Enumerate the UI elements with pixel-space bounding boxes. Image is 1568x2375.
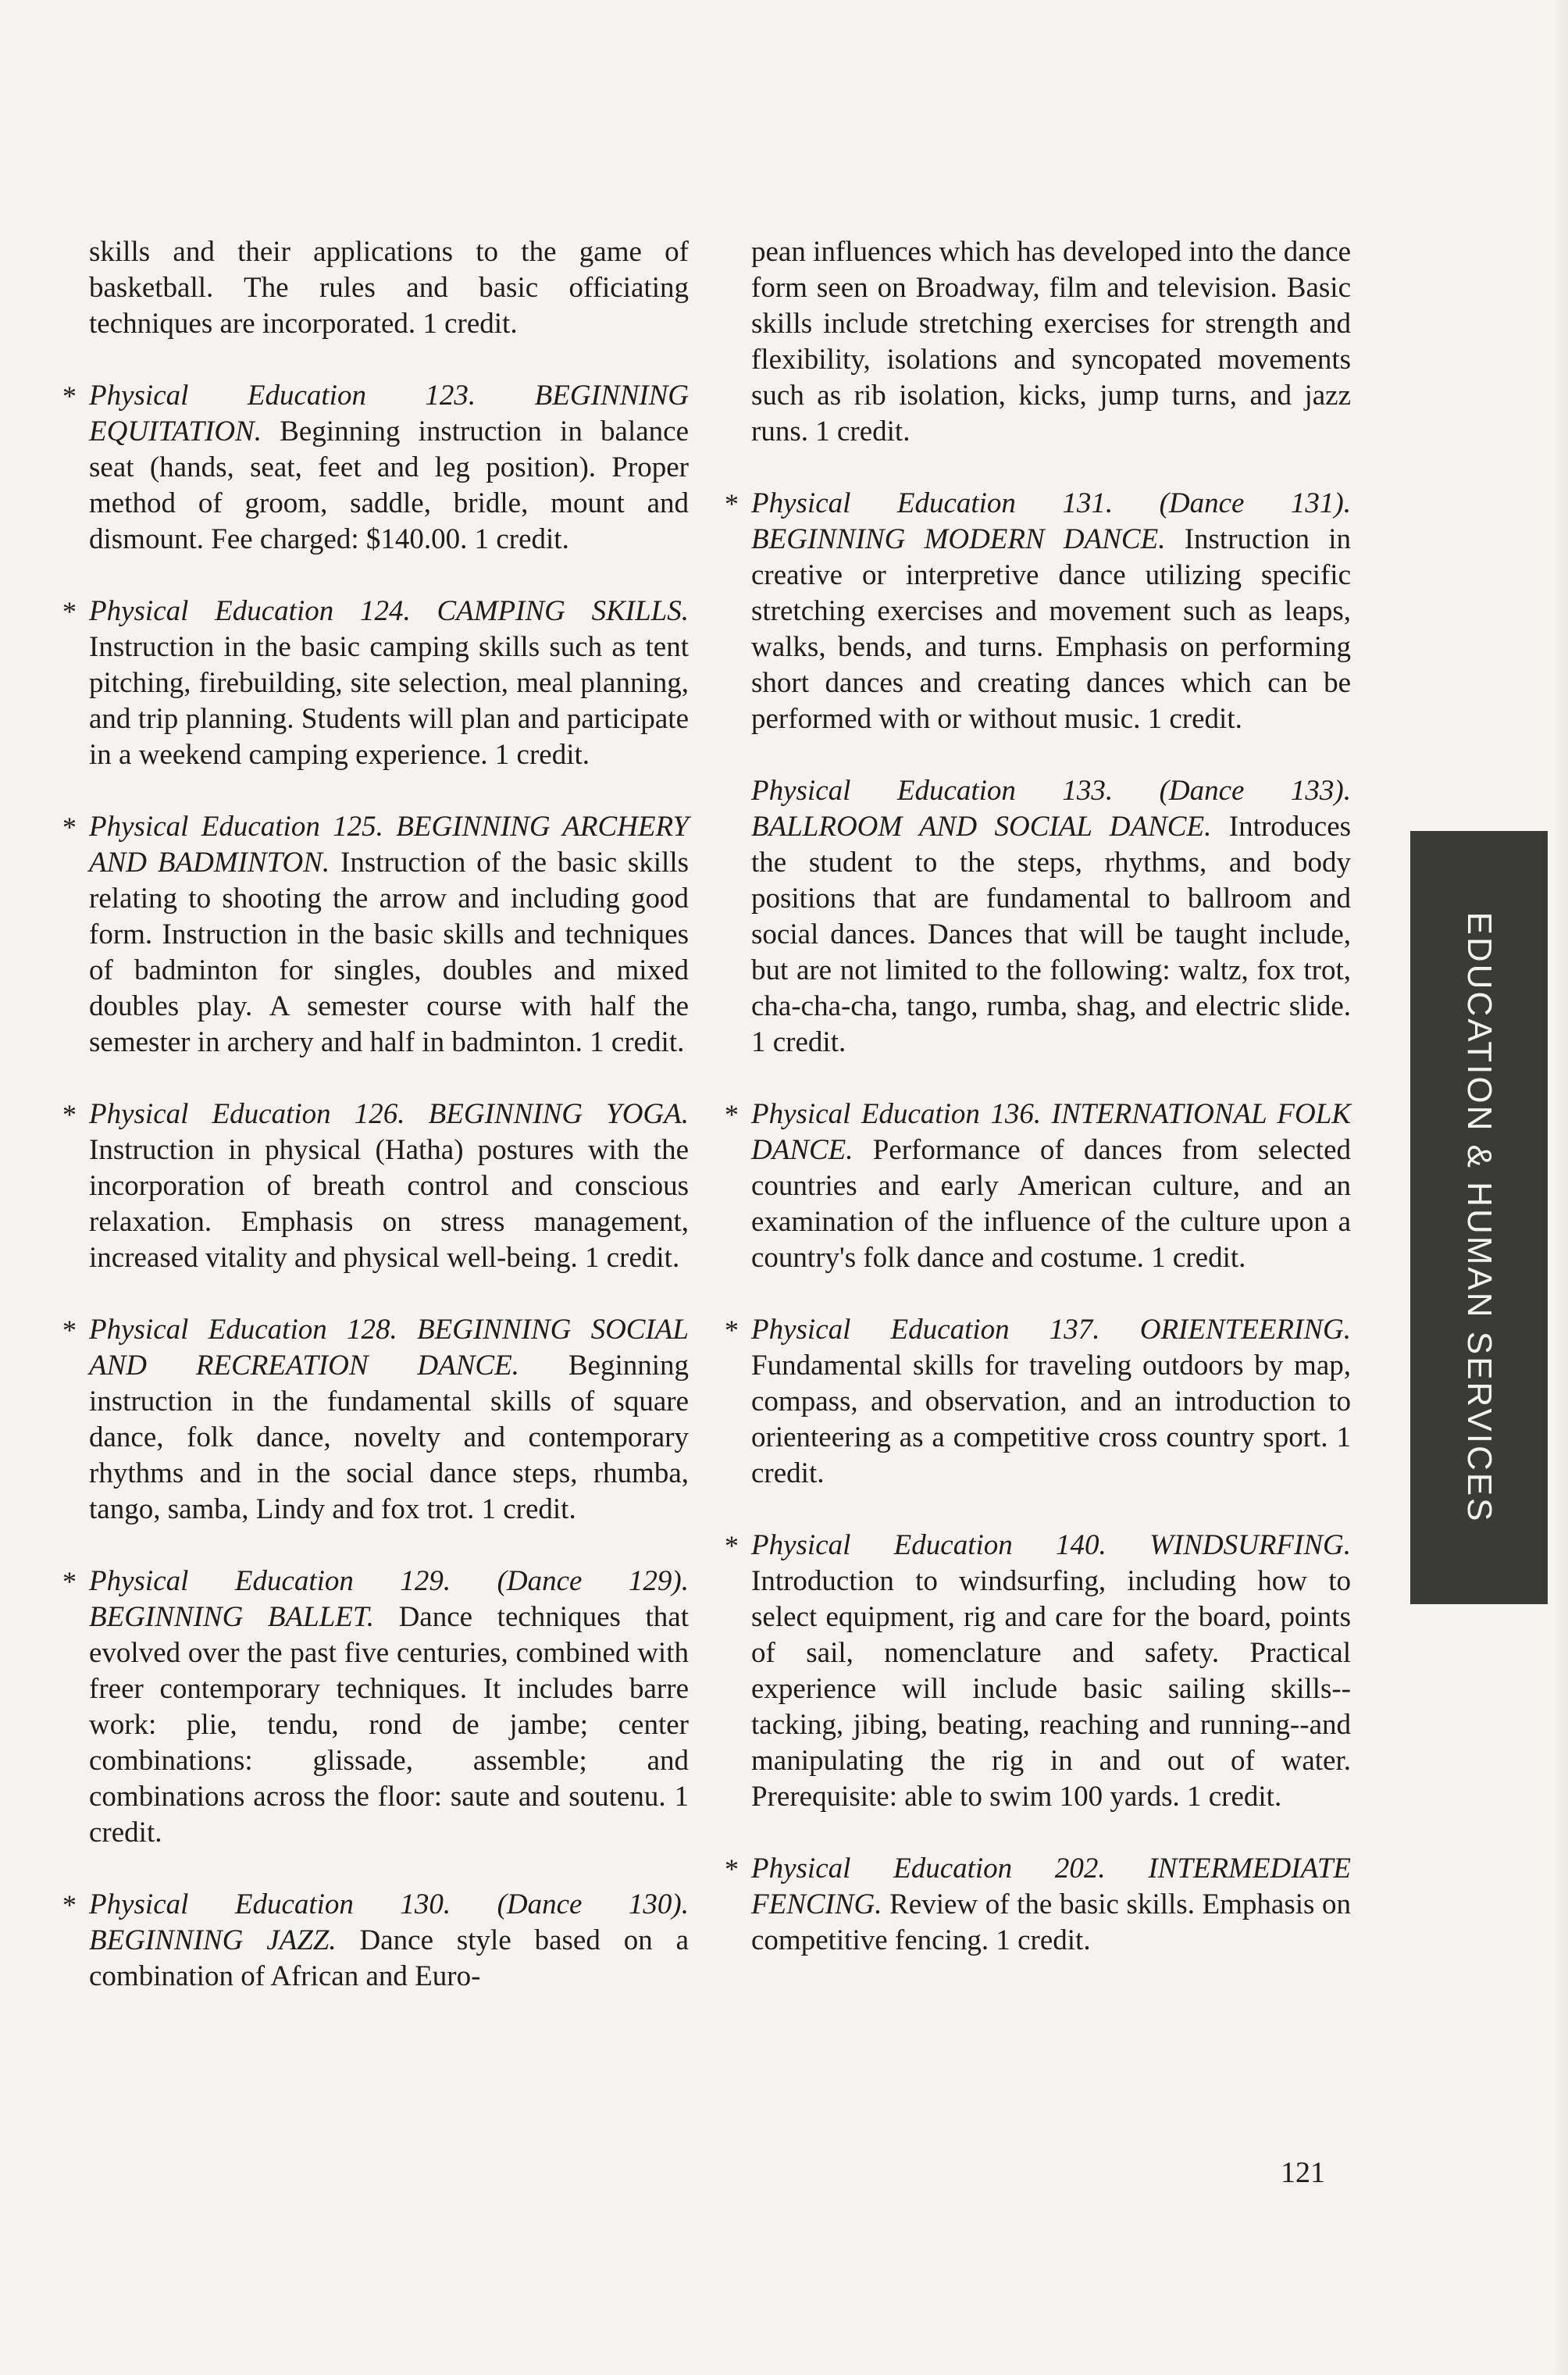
course-description: Introduction to windsurfing, including how to select equipment, rig and care for the board, points of sail, nomenclature and safety. Practical experience will include basic sailing skills--tacking, jibing, beating, reaching and running--and manipulating the rig in and out of water. Prerequisite: able to swim 100 yards. 1 credit. [751,1565,1351,1813]
star-marker: * [62,811,77,843]
course-number: Physical Education 137. [751,1314,1100,1346]
continuation-text: skills and their applications to the game of basketball. The rules and basic officiating techniques are incorporated. 1 credit. [89,236,689,340]
course-title: BEGINNING ARCHERY AND BADMINTON. [89,811,689,879]
course-description: Dance techniques that evolved over the past five centuries, combined with freer contemporary techniques. It includes barre work: plie, tendu, rond de jambe; center combinations: glissade, assemble; and combinations across the floor: saute and soutenu. 1 credit. [89,1601,689,1849]
course-entry [725,1528,1351,1815]
course-entry [62,1887,690,1995]
course-title: WINDSURFING. [1149,1529,1351,1561]
star-marker: * [62,1889,77,1920]
star-marker: * [725,1530,739,1561]
course-title: BEGINNING SOCIAL AND RECREATION DANCE. [89,1314,689,1382]
star-marker: * [62,1314,77,1346]
star-marker: * [725,1099,739,1130]
course-description: Fundamental skills for traveling outdoors by map, compass, and observation, and an introduction to orienteering as a competitive cross country sport. 1 credit. [751,1350,1351,1489]
star-marker: * [725,1853,739,1885]
course-entry [751,773,1351,1061]
section-side-tab [1410,831,1548,1604]
course-number: Physical Education 140. [751,1529,1107,1561]
course-title: BEGINNING MODERN DANCE. [751,523,1166,555]
course-entry [62,1564,689,1851]
course-number: Physical Education 129. (Dance 129). [89,1565,689,1597]
course-number: Physical Education 128. [89,1314,397,1346]
course-entry [725,1097,1351,1276]
course-number: Physical Education 124. [89,595,411,627]
course-entry [725,1851,1351,1959]
page-edge-shadow [1554,0,1568,2375]
course-number: Physical Education 126. [89,1098,405,1130]
course-number: Physical Education 202. [751,1853,1106,1885]
star-marker: * [62,1099,77,1130]
page-number: 121 [1281,2156,1325,2189]
course-number: Physical Education 131. (Dance 131). [751,487,1351,519]
course-entry [62,1097,689,1276]
star-marker: * [725,1314,739,1346]
course-description: Beginning instruction in balance seat (hands, seat, feet and leg position). Proper method of groom, saddle, bridle, mount and dismount. Fee charged: $140.00. 1 credit. [89,415,690,555]
course-description: Instruction in the basic camping skills such as tent pitching, firebuilding, site selection, meal planning, and trip planning. Students will plan and participate in a weekend camping experience. 1 credit. [89,631,689,771]
star-marker: * [62,380,77,412]
course-title: BEGINNING EQUITATION. [89,380,689,448]
left-column [62,234,690,1995]
course-title: BEGINNING YOGA. [428,1098,689,1130]
course-description: Dance style based on a combination of African and Euro- [89,1924,690,1992]
course-number: Physical Education 123. [89,380,476,412]
course-description: Performance of dances from selected countries and early American culture, and an examination of the influence of the culture upon a country's folk dance and costume. 1 credit. [751,1134,1351,1274]
course-title: BEGINNING JAZZ. [89,1924,337,1956]
course-description: Instruction of the basic skills relating to shooting the arrow and including good form. Instruction in the basic skills and techniques of badminton for singles, doubles and mixed doubles play. A semester course with half the semester in archery and half in badminton. 1 credit. [89,847,689,1058]
course-title: BEGINNING BALLET. [89,1601,374,1633]
course-number: Physical Education 136. [751,1098,1042,1130]
course-title: INTERNATIONAL FOLK DANCE. [751,1098,1351,1166]
course-description: Introduces the student to the steps, rhythms, and body positions that are fundamental to ballroom and social dances. Dances that will be taught include, but are not limited to the following: waltz, fox trot, cha-cha-cha, tango, rumba, shag, and electric slide. 1 credit. [751,811,1352,1058]
course-number: Physical Education 133. (Dance 133). [751,775,1351,807]
course-description: Review of the basic skills. Emphasis on competitive fencing. 1 credit. [751,1888,1351,1956]
star-marker: * [62,596,77,627]
course-entry [62,594,689,773]
course-title: BALLROOM AND SOCIAL DANCE. [751,811,1212,843]
course-description: Instruction in creative or interpretive dance utilizing specific stretching exercises and movement such as leaps, walks, bends, and turns. Emphasis on performing short dances and creating dances which can be performed with or without music. 1 credit. [751,523,1351,735]
course-entry [62,1312,690,1528]
course-description: Instruction in physical (Hatha) postures with the incorporation of breath control and conscious relaxation. Emphasis on stress management, increased vitality and physical well-being. 1 credit. [89,1134,689,1274]
course-number: Physical Education 130. (Dance 130). [89,1888,689,1920]
right-column [725,234,1352,1959]
course-entry [725,1312,1351,1492]
section-label: EDUCATION & HUMAN SERVICES [1460,911,1499,1524]
course-title: INTERMEDIATE FENCING. [751,1853,1351,1920]
course-entry [62,378,690,558]
course-entry [725,486,1351,737]
course-description: Beginning instruction in the fundamental skills of square dance, folk dance, novelty and contemporary rhythms and in the social dance steps, rhumba, tango, samba, Lindy and fox trot. 1 credit. [89,1350,690,1525]
course-title: CAMPING SKILLS. [437,595,689,627]
star-marker: * [725,488,739,519]
course-number: Physical Education 125. [89,811,383,843]
star-marker: * [62,1566,77,1597]
continuation-text: pean influences which has developed into the dance form seen on Broadway, film and television. Basic skills include stretching exercises for strength and flexibility, isolations and syncopated movements such as rib isolation, kicks, jump turns, and jazz runs. 1 credit. [751,236,1351,448]
course-title: ORIENTEERING. [1139,1314,1351,1346]
course-entry [62,809,689,1061]
